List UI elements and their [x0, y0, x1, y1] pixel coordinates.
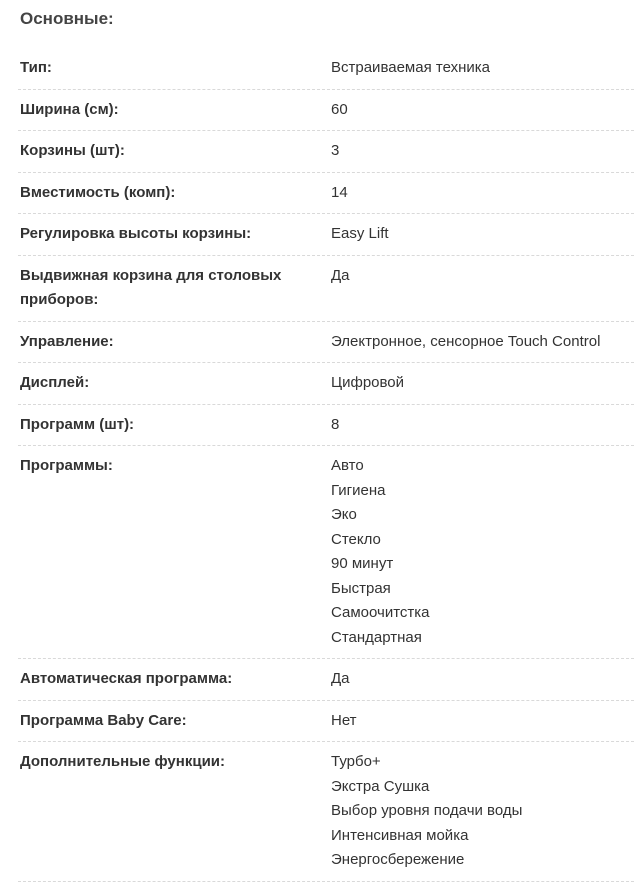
- spec-value: [331, 181, 634, 206]
- spec-value-item: 8: [331, 415, 340, 433]
- spec-value: [331, 750, 634, 873]
- spec-row: [18, 256, 634, 322]
- spec-value-item: Электронное, сенсорное Touch Control: [331, 332, 601, 350]
- spec-label: Вместимость (комп):: [20, 183, 176, 201]
- spec-label: Программа Baby Care:: [20, 711, 187, 729]
- spec-label: Тип:: [20, 59, 52, 76]
- spec-value: [331, 454, 634, 650]
- spec-row: [18, 363, 634, 405]
- spec-label: Программы:: [20, 457, 113, 474]
- spec-value-item: 14: [331, 183, 348, 201]
- spec-value: [331, 139, 634, 164]
- spec-value-item: Easy Lift: [331, 225, 389, 242]
- spec-label: Программ (шт):: [20, 415, 135, 433]
- spec-value-item: Нет: [331, 711, 357, 729]
- spec-value-item: Интенсивная мойка: [331, 826, 469, 844]
- spec-value-item: Цифровой: [331, 374, 405, 391]
- spec-value-item: 3: [331, 142, 340, 159]
- spec-row: [18, 742, 634, 882]
- spec-row: [18, 322, 634, 364]
- spec-row: [18, 48, 634, 90]
- spec-value-item: Да: [331, 266, 350, 284]
- spec-value-item: 90 минут: [331, 555, 394, 572]
- spec-value-item: Самоочитстка: [331, 604, 430, 621]
- spec-value: [331, 371, 634, 396]
- spec-value: [331, 98, 634, 123]
- spec-label: Дополнительные функции:: [20, 753, 226, 770]
- spec-value-item: Выбор уровня подачи воды: [331, 802, 523, 819]
- spec-value: [331, 264, 634, 313]
- spec-value: [331, 56, 634, 81]
- spec-value-item: Энергосбережение: [331, 851, 465, 868]
- spec-label: Выдвижная корзина для столовых приборов:: [20, 266, 282, 308]
- spec-row: [18, 90, 634, 132]
- spec-row: [18, 131, 634, 173]
- spec-value-item: Эко: [331, 506, 357, 523]
- spec-value-item: Турбо+: [331, 753, 381, 770]
- spec-value-item: Стандартная: [331, 628, 422, 646]
- spec-value-item: Гигиена: [331, 481, 386, 499]
- spec-value: [331, 330, 634, 355]
- spec-label: Ширина (см):: [20, 100, 119, 118]
- spec-label: Управление:: [20, 332, 114, 350]
- spec-label: Корзины (шт):: [20, 142, 125, 159]
- spec-label: Дисплей:: [20, 374, 90, 391]
- specs-table: [18, 48, 634, 882]
- spec-row: [18, 446, 634, 659]
- spec-row: [18, 214, 634, 256]
- spec-label: Автоматическая программа:: [20, 670, 233, 687]
- spec-value-item: 60: [331, 100, 348, 118]
- spec-value: [331, 413, 634, 438]
- section-title: Основные:: [20, 9, 114, 28]
- spec-label: Регулировка высоты корзины:: [20, 225, 252, 242]
- spec-value-item: Авто: [331, 457, 364, 474]
- spec-row: [18, 405, 634, 447]
- spec-row: [18, 173, 634, 215]
- spec-value: [331, 222, 634, 247]
- spec-value-item: Встраиваемая техника: [331, 59, 490, 76]
- spec-value-item: Быстрая: [331, 579, 391, 597]
- spec-value-item: Стекло: [331, 530, 381, 548]
- spec-value-item: Экстра Сушка: [331, 777, 430, 795]
- spec-value: [331, 667, 634, 692]
- spec-value: [331, 709, 634, 734]
- spec-row: [18, 701, 634, 743]
- spec-value-item: Да: [331, 670, 350, 687]
- spec-row: [18, 659, 634, 701]
